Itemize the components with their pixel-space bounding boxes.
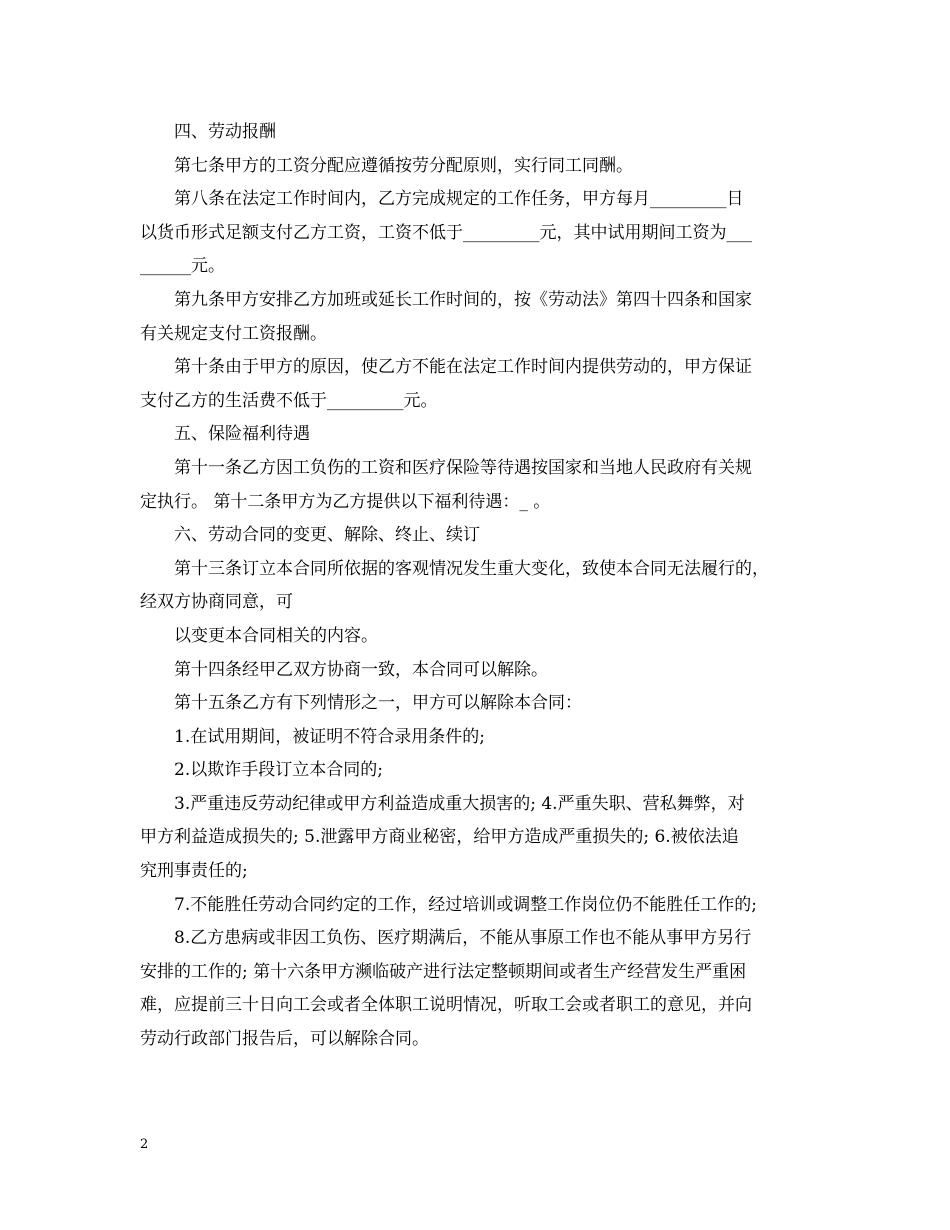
article-8-text-line-2: 以货币形式足额支付乙方工资，工资不低于_________元，其中试用期间工资为___ [140, 222, 752, 243]
article-7-text: 第七条甲方的工资分配应遵循按劳分配原则，实行同工同酬。 [174, 155, 633, 176]
article-16-line-3: 难，应提前三十日向工会或者全体职工说明情况，听取工会或者职工的意见，并向 [140, 995, 752, 1016]
section-heading-insurance-welfare: 五、保险福利待遇 [174, 424, 310, 445]
article-10-text-line-2: 支付乙方的生活费不低于_________元。 [140, 390, 438, 411]
article-13-text-line-3: 以变更本合同相关的内容。 [174, 625, 378, 646]
article-8-text-line-3: ______元。 [140, 256, 225, 277]
article-13-text-line-1: 第十三条订立本合同所依据的客观情况发生重大变化，致使本合同无法履行的， [174, 558, 769, 579]
list-item-8-article-16-line-2: 安排的工作的; 第十六条甲方濒临破产进行法定整顿期间或者生产经营发生严重困 [140, 961, 747, 982]
article-10-text-line-1: 第十条由于甲方的原因，使乙方不能在法定工作时间内提供劳动的，甲方保证 [174, 357, 752, 378]
document-body [140, 116, 820, 1057]
section-heading-labor-compensation: 四、劳动报酬 [174, 122, 276, 142]
article-9-text-line-2: 有关规定支付工资报酬。 [140, 323, 327, 344]
article-11-text-line-1: 第十一条乙方因工负伤的工资和医疗保险等待遇按国家和当地人民政府有关规 [174, 457, 752, 478]
page-number: 2 [140, 1137, 149, 1152]
list-item-2: 2.以欺诈手段订立本合同的; [174, 760, 383, 781]
list-item-1: 1.在试用期间，被证明不符合录用条件的; [174, 726, 485, 747]
article-9-text-line-1: 第九条甲方安排乙方加班或延长工作时间的，按《劳动法》第四十四条和国家 [174, 289, 752, 310]
list-item-6-line-3: 究刑事责任的; [140, 861, 248, 882]
list-item-7: 7.不能胜任劳动合同约定的工作，经过培训或调整工作岗位仍不能胜任工作的; [174, 894, 757, 915]
article-14-text: 第十四条经甲乙双方协商一致，本合同可以解除。 [174, 659, 548, 680]
article-15-text: 第十五条乙方有下列情形之一，甲方可以解除本合同： [174, 693, 582, 714]
section-heading-contract-changes: 六、劳动合同的变更、解除、终止、续订 [174, 525, 480, 546]
article-13-text-line-2: 经双方协商同意，可 [140, 592, 293, 613]
article-16-line-4: 劳动行政部门报告后，可以解除合同。 [140, 1029, 429, 1050]
article-11-12-text-line-2: 定执行。 第十二条甲方为乙方提供以下福利待遇：_ 。 [140, 491, 551, 512]
list-item-3-4-line-1: 3.严重违反劳动纪律或甲方利益造成重大损害的; 4.严重失职、营私舞弊，对 [174, 793, 745, 814]
article-8-text-line-1: 第八条在法定工作时间内，乙方完成规定的工作任务，甲方每月_________日 [174, 189, 744, 210]
list-item-4-5-6-line-2: 甲方利益造成损失的; 5.泄露甲方商业秘密，给甲方造成严重损失的; 6.被依法追 [140, 827, 739, 848]
list-item-8-line-1: 8.乙方患病或非因工负伤、医疗期满后，不能从事原工作也不能从事甲方另行 [174, 928, 752, 949]
